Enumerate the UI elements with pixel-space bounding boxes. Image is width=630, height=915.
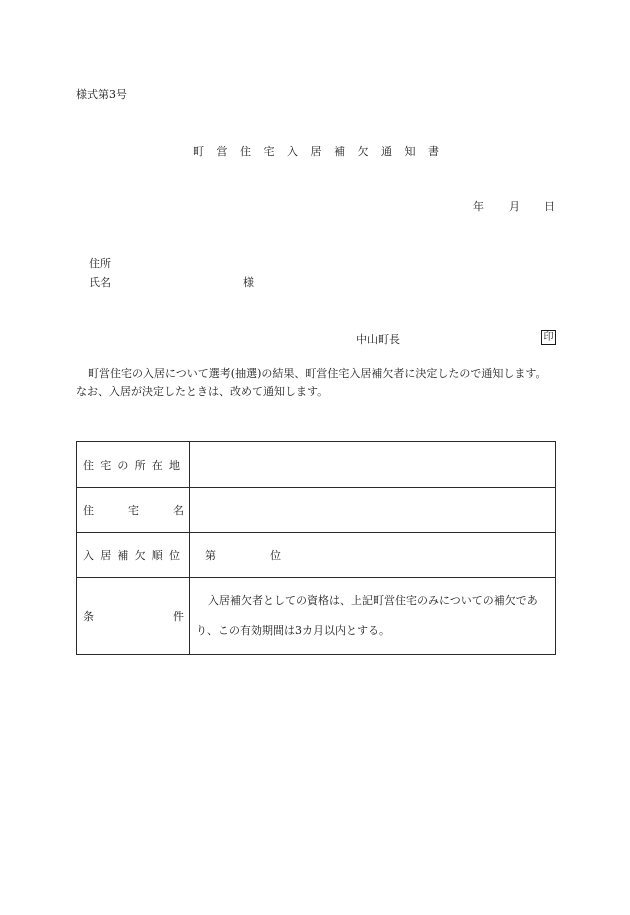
table-row — [77, 533, 556, 578]
table-row — [77, 488, 556, 533]
label-rank: 入居補欠順位 — [77, 533, 190, 578]
value-conditions: 入居補欠者としての資格は、上記町営住宅のみについての補欠であり、この有効期間は3カ月以内とする。 — [190, 578, 556, 655]
notice-line-2: なお、入居が決定したときは、改めて通知します。 — [76, 385, 329, 398]
document-title: 町営住宅入居補欠通知書 — [193, 145, 452, 158]
table-row — [77, 442, 556, 488]
table-row — [77, 578, 556, 655]
notice-body — [64, 365, 560, 401]
date-year-label: 年 — [473, 200, 484, 213]
seal-mark: 印 — [541, 330, 556, 345]
date-month-label: 月 — [509, 200, 520, 213]
value-housing-name — [190, 488, 556, 533]
form-number: 様式第3号 — [76, 88, 127, 101]
rank-suffix: 位 — [270, 549, 281, 562]
label-location: 住宅の所在地 — [77, 442, 190, 488]
value-rank — [190, 533, 556, 578]
housing-name-spread: 住 宅 名 — [83, 504, 184, 517]
label-conditions — [77, 578, 190, 655]
address-label: 住所 — [89, 257, 111, 270]
value-location — [190, 442, 556, 488]
notice-line-1: 町営住宅の入居について選考(抽選)の結果、町営住宅入居補欠者に決定したので通知します。 — [88, 367, 547, 380]
honorific: 様 — [243, 276, 254, 289]
info-table — [76, 441, 556, 655]
label-housing-name — [77, 488, 190, 533]
name-label: 氏名 — [89, 276, 111, 289]
date-day-label: 日 — [544, 200, 555, 213]
issuer-title: 中山町長 — [356, 333, 400, 346]
conditions-spread: 条 件 — [83, 610, 184, 623]
rank-prefix: 第 — [205, 549, 216, 562]
